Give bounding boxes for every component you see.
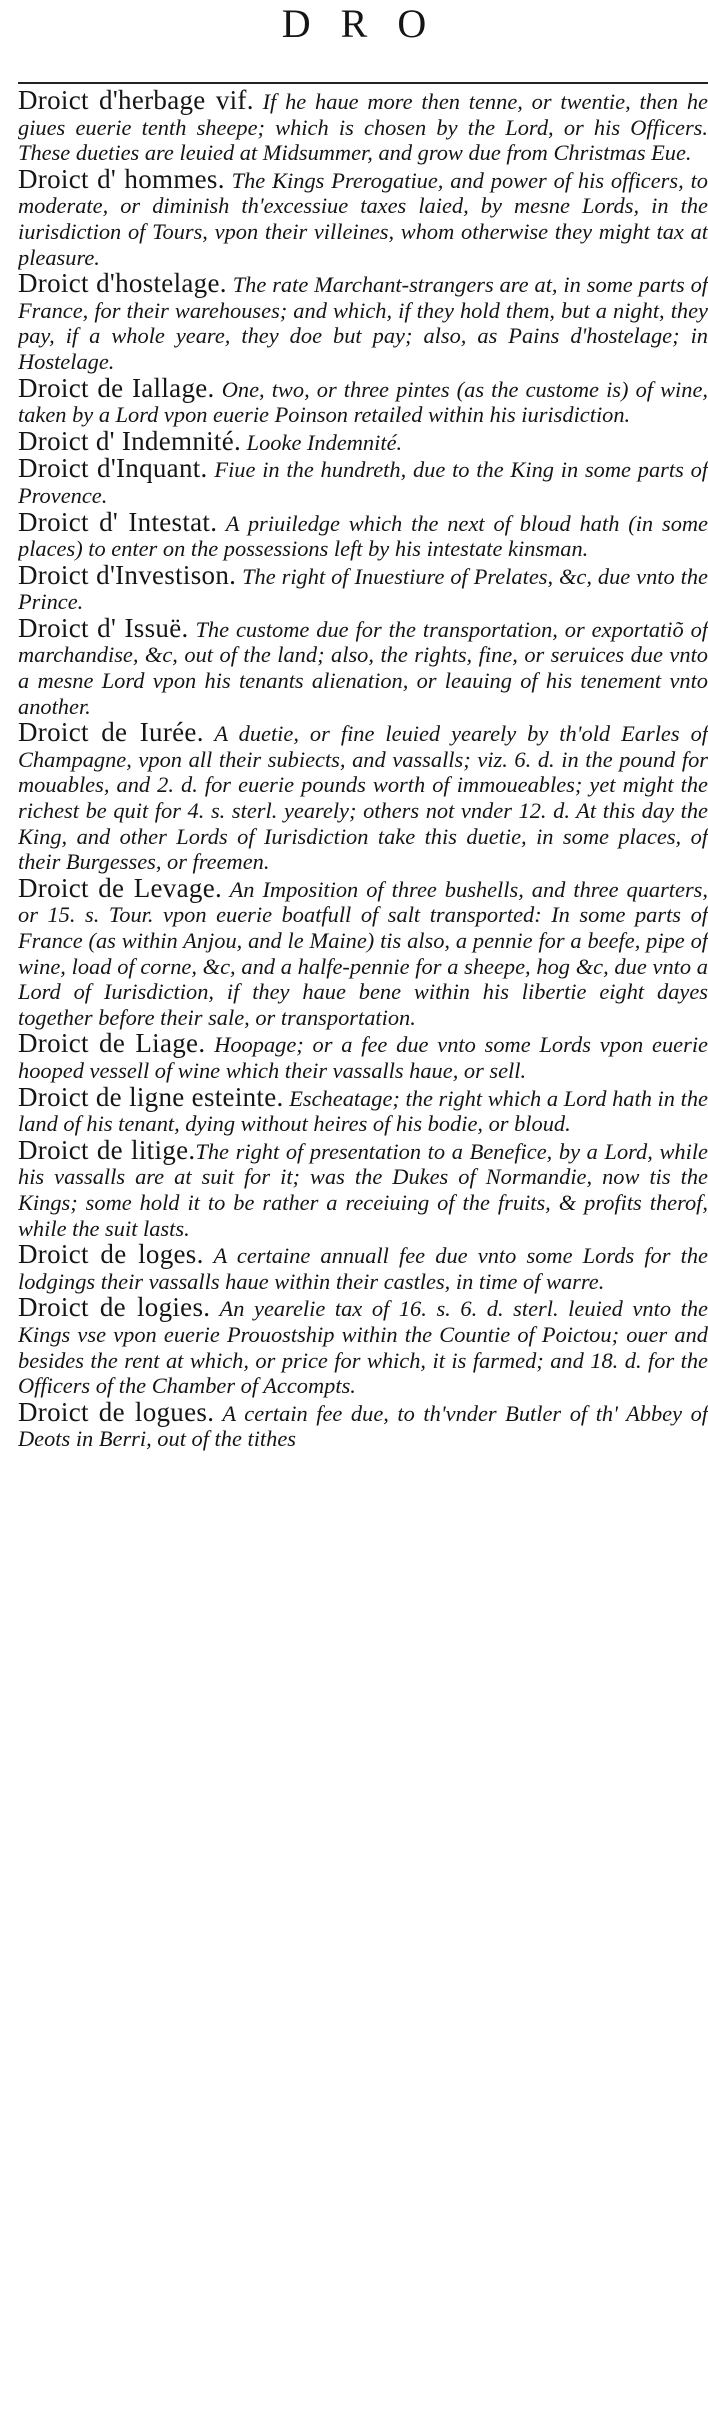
- entry-herbage: [18, 88, 708, 166]
- entry-hommes: [18, 163, 708, 270]
- entry-headword: Droict de Liage.: [18, 1028, 206, 1059]
- entry-headword: Droict de logies.: [18, 1292, 211, 1323]
- entry-text: If he haue more then tenne, or twentie, then he giues euerie tenth sheepe; which is chosen by the Lord, or his Officers. These dueties are leuied at Midsummer, and grow due from Christmas Eue.: [18, 89, 708, 166]
- entry-text: Looke Indemnité.: [241, 429, 403, 455]
- entry-logues: [18, 1396, 708, 1452]
- entry-headword: Droict d'herbage vif.: [18, 88, 254, 115]
- entry-text: The custome due for the transportation, or exportatiõ of marchandise, &c, out of the land; also, the rights, fine, or seruices due vnto a mesne Lord vpon his tenants alienation, or leauing of his tenement vnto another.: [18, 616, 708, 719]
- entry-headword: Droict d'hostelage.: [18, 268, 227, 299]
- entry-levage: [18, 872, 708, 1031]
- entry-headword: Droict de Levage.: [18, 872, 223, 903]
- entry-text: A duetie, or fine leuied yearely by th'old Earles of Champagne, vpon all their subiects, and vassalls; viz. 6. d. in the pound for mouables, and 2. d. for euerie pounds worth of immoueables; yet might the richest be quit for 4. s. sterl. yearely; others not vnder 12. d. At this day the King, and other Lords of Iurisdiction take this duetie, in some places, of their Burgesses, or freemen.: [18, 721, 708, 875]
- dictionary-column: [18, 88, 708, 2428]
- entry-ligne-esteinte: [18, 1081, 708, 1137]
- entry-headword: Droict de Iurée.: [18, 717, 204, 748]
- entry-text: A priuiledge which the next of bloud hath (in some places) to enter on the possessions left by his intestate kinsman.: [18, 510, 708, 562]
- entry-indemnite: [18, 425, 708, 456]
- entry-text: One, two, or three pintes (as the custome is) of wine, taken by a Lord vpon euerie Poinson retailed within his iurisdiction.: [18, 376, 708, 428]
- entry-text: Fiue in the hundreth, due to the King in some parts of Provence.: [18, 457, 708, 508]
- entry-text: A certaine annuall fee due vnto some Lords for the lodgings their vassalls haue within their castles, in time of warre.: [18, 1243, 708, 1294]
- entry-inquant: [18, 453, 708, 508]
- entry-intestat: [18, 506, 708, 562]
- entry-text: An yearelie tax of 16. s. 6. d. sterl. leuied vnto the Kings vse vpon euerie Prouostship within the Countie of Poictou; ouer and besides the rent at which, or price for which, it is farmed; and 18. d. for the Officers of the Chamber of Accompts.: [18, 1296, 708, 1399]
- entry-iallage: [18, 372, 708, 428]
- entry-logies: [18, 1292, 708, 1399]
- entry-text: The right of Inuestiure of Prelates, &c, due vnto the Prince.: [18, 563, 708, 615]
- entry-headword: Droict de loges.: [18, 1239, 204, 1270]
- entry-text: The right of presentation to a Benefice, by a Lord, while his vassalls are at suit for it; was the Dukes of Normandie, now tis the Kings; some hold it to be rather a receiuing of the fruits, & profits therof, while the suit lasts.: [18, 1138, 708, 1241]
- entry-headword: Droict de logues.: [18, 1396, 215, 1427]
- entry-headword: Droict de ligne esteinte.: [18, 1081, 284, 1112]
- entry-text: An Imposition of three bushells, and three quarters, or 15. s. Tour. vpon euerie boatfull of salt transported: In some parts of France (as within Anjou, and le Maine) tis also, a pennie for a beefe, pipe of wine, load of corne, &c, and a halfe-pennie for a sheepe, hog &c, due vnto a Lord of Iurisdiction, if they haue bene within his libertie eight dayes together before their sale, or transportation.: [18, 876, 708, 1030]
- entry-headword: Droict d' hommes.: [18, 163, 225, 194]
- entry-iuree: [18, 717, 708, 875]
- entry-headword: Droict d' Issuë.: [18, 612, 189, 643]
- entry-headword: Droict de Iallage.: [18, 372, 215, 403]
- entry-headword: Droict d'Inquant.: [18, 453, 208, 484]
- entry-headword: Droict d'Investison.: [18, 559, 237, 590]
- entry-loges: [18, 1239, 708, 1294]
- entry-text: A certain fee due, to th'vnder Butler of th' Abbey of Deots in Berri, out of the tithes: [18, 1400, 708, 1452]
- entry-liage: [18, 1028, 708, 1083]
- entry-headword: Droict de litige.: [18, 1134, 196, 1165]
- running-head: DRO: [281, 1, 457, 46]
- entry-hostelage: [18, 268, 708, 374]
- entry-text: The rate Marchant-strangers are at, in some parts of France, for their warehouses; and which, if they hold them, but a night, they pay, if a whole yeare, they doe but pay; also, as Pains d'hostelage; in Hostelage.: [18, 272, 708, 374]
- entry-litige: [18, 1134, 708, 1241]
- entry-text: Hoopage; or a fee due vnto some Lords vpon euerie hooped vessell of wine which their vassalls haue, or sell.: [18, 1032, 708, 1083]
- header-rule: [18, 82, 708, 84]
- entry-text: The Kings Prerogatiue, and power of his officers, to moderate, or diminish th'excessiue taxes laied, by mesne Lords, in the iurisdiction of Tours, vpon their villeines, whom otherwise they might tax at pleasure.: [18, 167, 708, 270]
- entry-headword: Droict d' Intestat.: [18, 506, 218, 537]
- entry-text: Escheatage; the right which a Lord hath in the land of his tenant, dying without heires of his bodie, or bloud.: [18, 1085, 708, 1137]
- entry-headword: Droict d' Indemnité.: [18, 425, 242, 456]
- entry-issue: [18, 612, 708, 719]
- entry-investison: [18, 559, 708, 615]
